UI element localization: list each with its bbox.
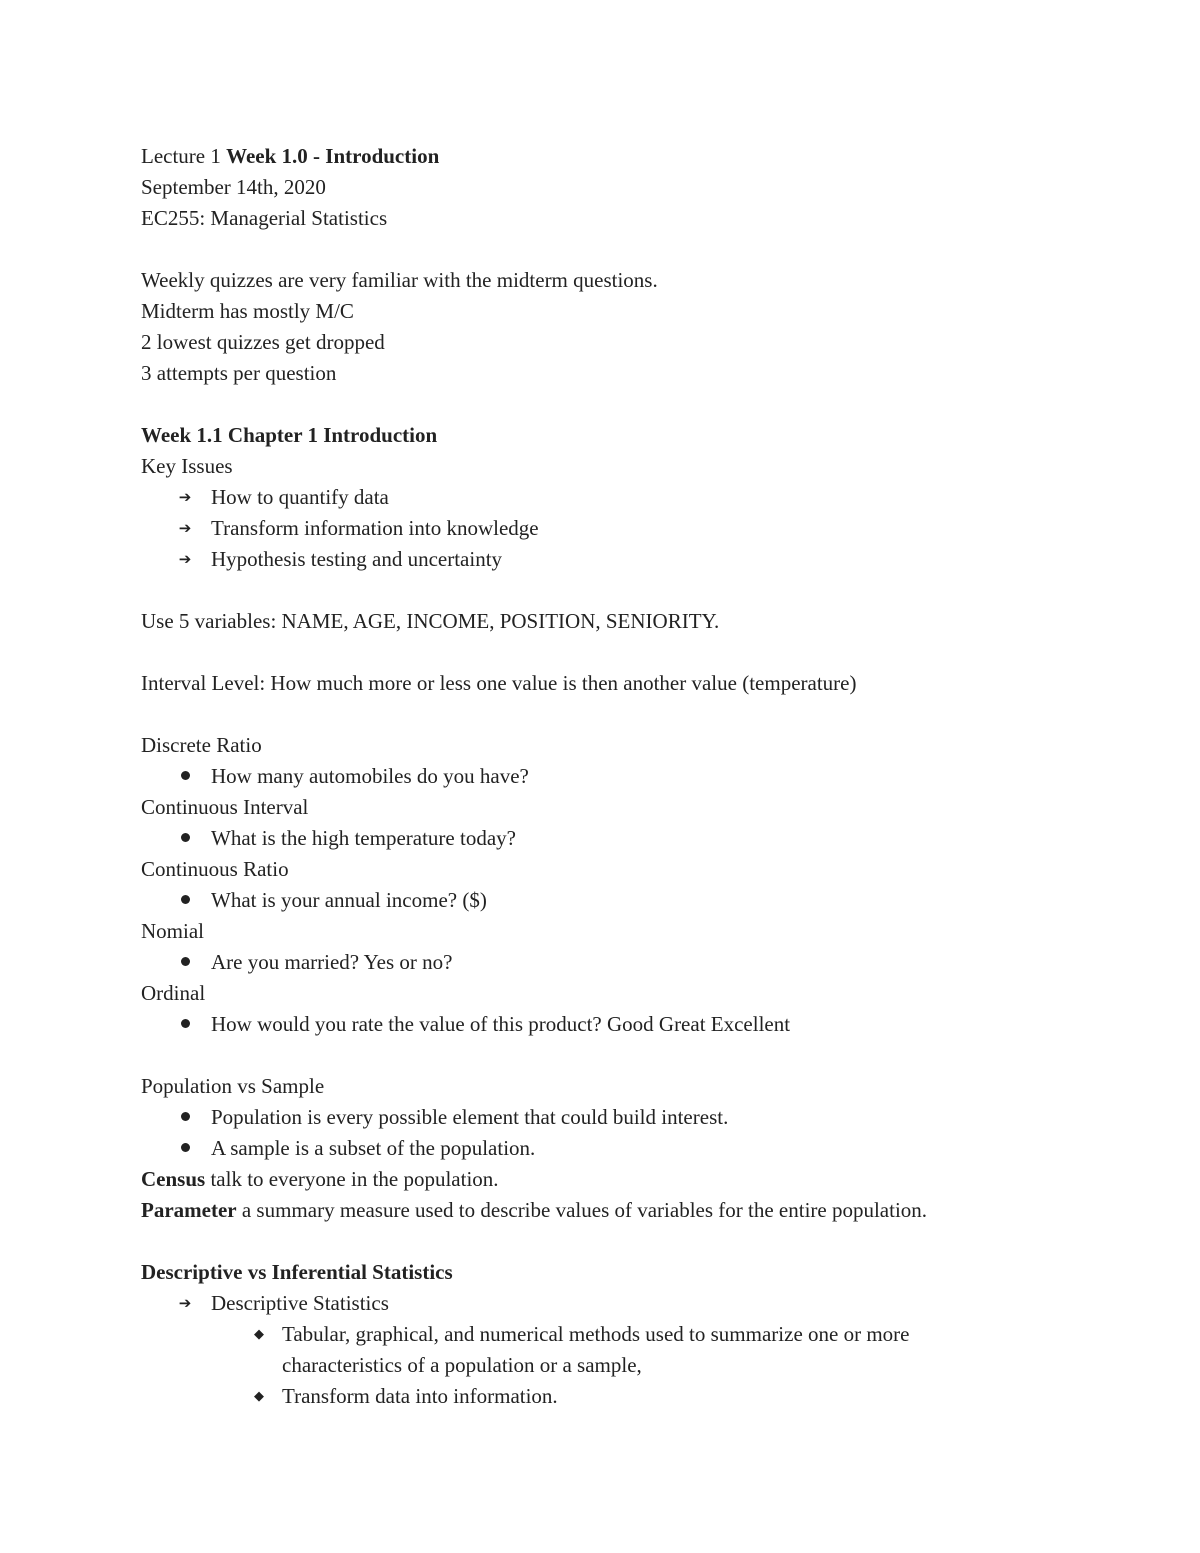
sub-list-item [141,1381,1041,1412]
course-name: EC255: Managerial Statistics [141,206,388,230]
level-label: Discrete Ratio [141,733,262,757]
list-item [141,1133,1041,1164]
list-item [141,1102,1041,1133]
list-item-text: A sample is a subset of the population. [211,1136,536,1160]
list-item [141,544,1041,575]
diamond-bullet-icon: ◆ [254,1327,264,1342]
level-label: Nomial [141,919,204,943]
list-item-text: Descriptive Statistics [211,1291,389,1315]
arrow-bullet-icon: ➔ [178,488,192,506]
list-item-text: Hypothesis testing and uncertainty [211,547,503,571]
sub-list-item-text: Transform data into information. [282,1384,558,1408]
list-item-text: What is the high temperature today? [211,826,516,850]
document-body [141,141,1041,1412]
spacer [141,1226,1041,1257]
spacer [141,699,1041,730]
parameter-text: a summary measure used to describe values of variables for the entire population. [236,1198,928,1222]
census-term: Census [141,1167,206,1191]
level-label: Continuous Ratio [141,857,289,881]
note-line: 2 lowest quizzes get dropped [141,330,385,354]
spacer [141,1040,1041,1071]
dot-bullet-icon [175,761,195,792]
population-heading: Population vs Sample [141,1074,325,1098]
note-line: Weekly quizzes are very familiar with the midterm questions. [141,268,658,292]
census-text: talk to everyone in the population. [205,1167,499,1191]
list-item-text: What is your annual income? ($) [211,888,487,912]
sub-list-item-text: Tabular, graphical, and numerical methods used to summarize one or more characteristics of a population or a sample, [282,1322,910,1377]
note-line: Midterm has mostly M/C [141,299,354,323]
spacer [141,637,1041,668]
lecture-date: September 14th, 2020 [141,175,326,199]
arrow-bullet-icon: ➔ [178,1294,192,1312]
lecture-title: Week 1.0 - Introduction [226,144,440,168]
dot-bullet-icon [175,947,195,978]
arrow-bullet-icon: ➔ [178,550,192,568]
dot-bullet-icon [175,1102,195,1133]
arrow-bullet-icon: ➔ [178,519,192,537]
parameter-definition [141,1195,1041,1226]
note-line: 3 attempts per question [141,361,337,385]
census-definition [141,1164,1041,1195]
sub-list-item [141,1319,1041,1381]
list-item [141,1009,1041,1040]
list-item [141,885,1041,916]
list-item [141,513,1041,544]
key-issues-label: Key Issues [141,454,233,478]
dot-bullet-icon [175,1133,195,1164]
section-heading: Week 1.1 Chapter 1 Introduction [141,423,438,447]
spacer [141,234,1041,265]
list-item-text: How to quantify data [211,485,389,509]
parameter-term: Parameter [141,1198,237,1222]
lecture-prefix: Lecture 1 [141,144,227,168]
spacer [141,389,1041,420]
interval-line: Interval Level: How much more or less one value is then another value (temperature) [141,671,857,695]
list-item-text: Population is every possible element that could build interest. [211,1105,729,1129]
list-item-text: Transform information into knowledge [211,516,539,540]
level-label: Ordinal [141,981,206,1005]
diamond-bullet-icon: ◆ [254,1389,264,1404]
dot-bullet-icon [175,1009,195,1040]
list-item [141,761,1041,792]
list-item [141,482,1041,513]
dot-bullet-icon [175,885,195,916]
spacer [141,575,1041,606]
list-item [141,947,1041,978]
level-label: Continuous Interval [141,795,309,819]
stats-heading: Descriptive vs Inferential Statistics [141,1260,453,1284]
list-item-text: How many automobiles do you have? [211,764,529,788]
variables-line: Use 5 variables: NAME, AGE, INCOME, POSITION, SENIORITY. [141,609,720,633]
list-item [141,1288,1041,1319]
list-item-text: Are you married? Yes or no? [211,950,453,974]
dot-bullet-icon [175,823,195,854]
list-item [141,823,1041,854]
lecture-title-line [141,141,1041,172]
list-item-text: How would you rate the value of this product? Good Great Excellent [211,1012,791,1036]
